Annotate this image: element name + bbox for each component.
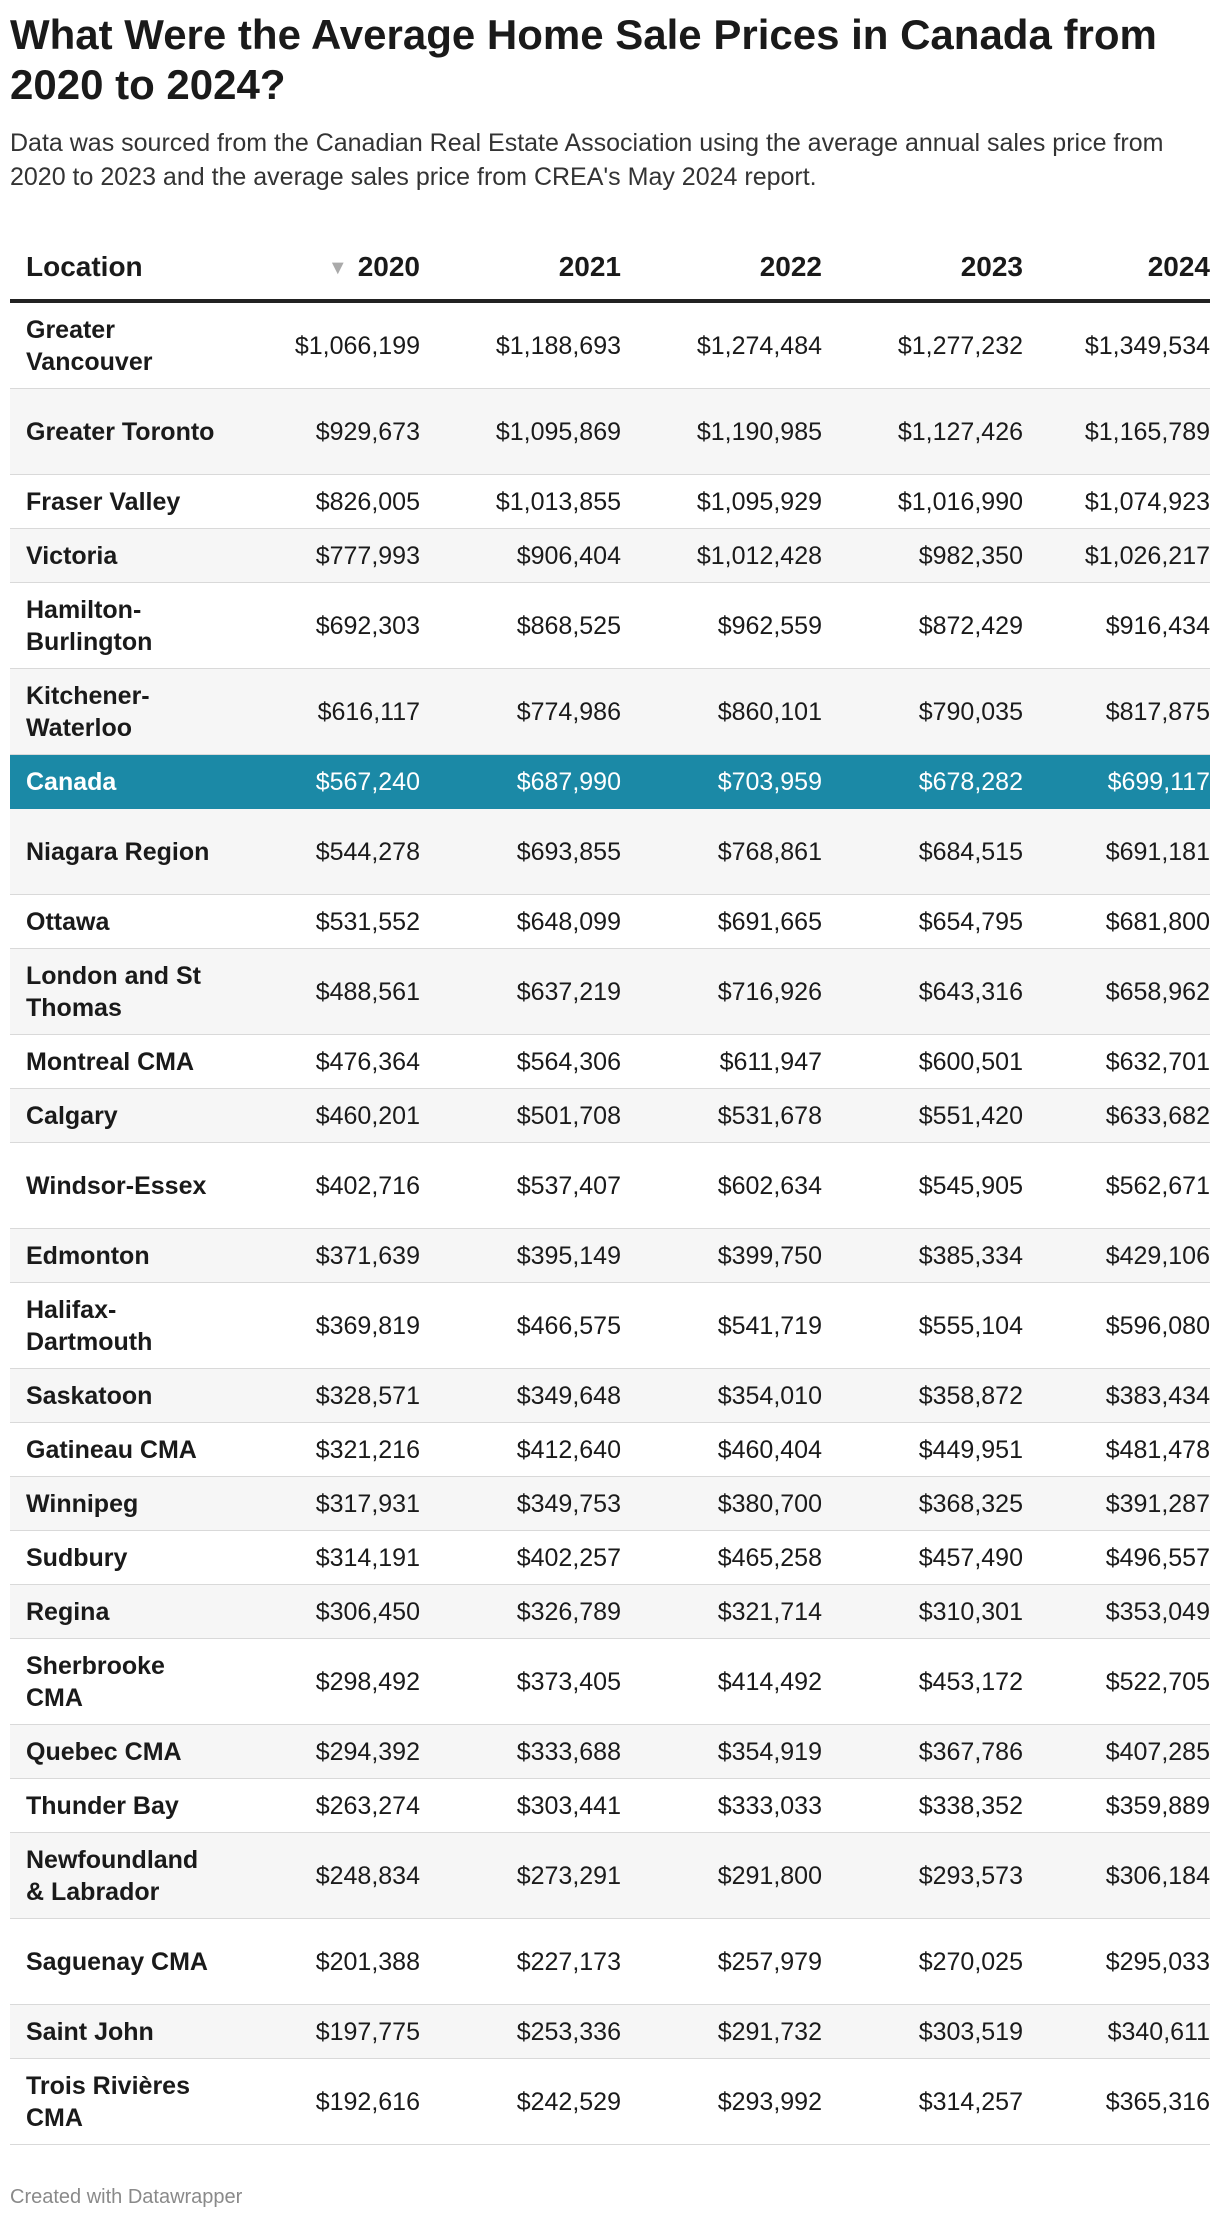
table-row [10, 1423, 1210, 1477]
value-cell-2021: $466,575 [426, 1283, 627, 1369]
table-row [10, 1531, 1210, 1585]
value-cell-2021: $333,688 [426, 1725, 627, 1779]
value-cell-2022: $860,101 [627, 669, 828, 755]
value-cell-2020: $321,216 [225, 1423, 426, 1477]
table-row [10, 1035, 1210, 1089]
value-cell-2024: $365,316 [1029, 2059, 1210, 2145]
value-cell-2024: $481,478 [1029, 1423, 1210, 1477]
table-row [10, 949, 1210, 1035]
value-cell-2021: $395,149 [426, 1229, 627, 1283]
location-cell: Winnipeg [10, 1477, 225, 1531]
value-cell-2021: $1,013,855 [426, 475, 627, 529]
value-cell-2024: $1,349,534 [1029, 301, 1210, 389]
value-cell-2021: $326,789 [426, 1585, 627, 1639]
value-cell-2022: $531,678 [627, 1089, 828, 1143]
table-row [10, 1833, 1210, 1919]
value-cell-2021: $906,404 [426, 529, 627, 583]
table-row [10, 583, 1210, 669]
value-cell-2021: $349,648 [426, 1369, 627, 1423]
value-cell-2022: $354,010 [627, 1369, 828, 1423]
value-cell-2023: $453,172 [828, 1639, 1029, 1725]
location-cell: Niagara Region [10, 809, 225, 895]
location-cell: Regina [10, 1585, 225, 1639]
location-cell: Thunder Bay [10, 1779, 225, 1833]
value-cell-2024: $295,033 [1029, 1919, 1210, 2005]
table-row [10, 1779, 1210, 1833]
table-row [10, 2005, 1210, 2059]
value-cell-2021: $648,099 [426, 895, 627, 949]
value-cell-2022: $611,947 [627, 1035, 828, 1089]
value-cell-2020: $306,450 [225, 1585, 426, 1639]
value-cell-2020: $476,364 [225, 1035, 426, 1089]
value-cell-2022: $1,190,985 [627, 389, 828, 475]
column-header-location[interactable]: Location [10, 234, 225, 301]
location-cell: Calgary [10, 1089, 225, 1143]
sort-descending-icon: ▼ [327, 256, 348, 279]
location-cell: Canada [10, 755, 225, 809]
value-cell-2022: $465,258 [627, 1531, 828, 1585]
value-cell-2021: $227,173 [426, 1919, 627, 2005]
value-cell-2023: $385,334 [828, 1229, 1029, 1283]
value-cell-2021: $564,306 [426, 1035, 627, 1089]
location-cell: Newfoundland & Labrador [10, 1833, 225, 1919]
value-cell-2020: $201,388 [225, 1919, 426, 2005]
table-row [10, 1143, 1210, 1229]
data-table [10, 234, 1210, 2145]
location-cell: Edmonton [10, 1229, 225, 1283]
table-row [10, 529, 1210, 583]
value-cell-2023: $790,035 [828, 669, 1029, 755]
value-cell-2021: $687,990 [426, 755, 627, 809]
location-cell: Gatineau CMA [10, 1423, 225, 1477]
value-cell-2022: $768,861 [627, 809, 828, 895]
value-cell-2024: $407,285 [1029, 1725, 1210, 1779]
value-cell-2024: $691,181 [1029, 809, 1210, 895]
table-body [10, 301, 1210, 2145]
value-cell-2020: $616,117 [225, 669, 426, 755]
value-cell-2022: $460,404 [627, 1423, 828, 1477]
value-cell-2023: $1,277,232 [828, 301, 1029, 389]
location-cell: Quebec CMA [10, 1725, 225, 1779]
value-cell-2024: $1,165,789 [1029, 389, 1210, 475]
value-cell-2022: $321,714 [627, 1585, 828, 1639]
table-row [10, 755, 1210, 809]
value-cell-2023: $872,429 [828, 583, 1029, 669]
column-header-2022[interactable]: 2022 [627, 234, 828, 301]
value-cell-2020: $460,201 [225, 1089, 426, 1143]
location-cell: Ottawa [10, 895, 225, 949]
table-header-row [10, 234, 1210, 301]
value-cell-2024: $817,875 [1029, 669, 1210, 755]
value-cell-2021: $537,407 [426, 1143, 627, 1229]
value-cell-2023: $551,420 [828, 1089, 1029, 1143]
value-cell-2020: $488,561 [225, 949, 426, 1035]
chart-container [10, 0, 1210, 2145]
location-cell: Fraser Valley [10, 475, 225, 529]
table-row [10, 1919, 1210, 2005]
value-cell-2020: $197,775 [225, 2005, 426, 2059]
value-cell-2023: $678,282 [828, 755, 1029, 809]
location-cell: London and St Thomas [10, 949, 225, 1035]
value-cell-2024: $383,434 [1029, 1369, 1210, 1423]
value-cell-2021: $501,708 [426, 1089, 627, 1143]
value-cell-2021: $373,405 [426, 1639, 627, 1725]
value-cell-2021: $349,753 [426, 1477, 627, 1531]
value-cell-2023: $338,352 [828, 1779, 1029, 1833]
value-cell-2023: $310,301 [828, 1585, 1029, 1639]
value-cell-2022: $291,800 [627, 1833, 828, 1919]
table-row [10, 1283, 1210, 1369]
value-cell-2024: $496,557 [1029, 1531, 1210, 1585]
value-cell-2020: $317,931 [225, 1477, 426, 1531]
location-cell: Victoria [10, 529, 225, 583]
value-cell-2020: $328,571 [225, 1369, 426, 1423]
table-row [10, 1229, 1210, 1283]
column-header-2021[interactable]: 2021 [426, 234, 627, 301]
value-cell-2021: $253,336 [426, 2005, 627, 2059]
value-cell-2021: $868,525 [426, 583, 627, 669]
value-cell-2024: $632,701 [1029, 1035, 1210, 1089]
value-cell-2023: $684,515 [828, 809, 1029, 895]
value-cell-2021: $1,188,693 [426, 301, 627, 389]
value-cell-2020: $777,993 [225, 529, 426, 583]
value-cell-2023: $982,350 [828, 529, 1029, 583]
value-cell-2023: $303,519 [828, 2005, 1029, 2059]
value-cell-2022: $293,992 [627, 2059, 828, 2145]
value-cell-2020: $531,552 [225, 895, 426, 949]
value-cell-2020: $371,639 [225, 1229, 426, 1283]
value-cell-2022: $399,750 [627, 1229, 828, 1283]
value-cell-2024: $522,705 [1029, 1639, 1210, 1725]
value-cell-2020: $929,673 [225, 389, 426, 475]
datawrapper-credit: Created with Datawrapper [10, 2186, 243, 2208]
location-cell: Greater Vancouver [10, 301, 225, 389]
value-cell-2023: $449,951 [828, 1423, 1029, 1477]
column-header-2020[interactable]: ▼ 2020 [225, 234, 426, 301]
value-cell-2024: $306,184 [1029, 1833, 1210, 1919]
table-row [10, 809, 1210, 895]
value-cell-2022: $333,033 [627, 1779, 828, 1833]
value-cell-2022: $380,700 [627, 1477, 828, 1531]
value-cell-2020: $314,191 [225, 1531, 426, 1585]
value-cell-2023: $1,127,426 [828, 389, 1029, 475]
value-cell-2023: $358,872 [828, 1369, 1029, 1423]
location-cell: Kitchener-Waterloo [10, 669, 225, 755]
value-cell-2024: $562,671 [1029, 1143, 1210, 1229]
table-row [10, 475, 1210, 529]
value-cell-2023: $368,325 [828, 1477, 1029, 1531]
value-cell-2020: $1,066,199 [225, 301, 426, 389]
value-cell-2023: $555,104 [828, 1283, 1029, 1369]
location-cell: Saguenay CMA [10, 1919, 225, 2005]
value-cell-2024: $1,074,923 [1029, 475, 1210, 529]
table-row [10, 389, 1210, 475]
value-cell-2023: $457,490 [828, 1531, 1029, 1585]
table-row [10, 895, 1210, 949]
location-cell: Montreal CMA [10, 1035, 225, 1089]
value-cell-2020: $826,005 [225, 475, 426, 529]
value-cell-2022: $414,492 [627, 1639, 828, 1725]
table-row [10, 1369, 1210, 1423]
value-cell-2020: $248,834 [225, 1833, 426, 1919]
value-cell-2020: $192,616 [225, 2059, 426, 2145]
value-cell-2022: $257,979 [627, 1919, 828, 2005]
value-cell-2023: $545,905 [828, 1143, 1029, 1229]
location-cell: Sherbrooke CMA [10, 1639, 225, 1725]
table-row [10, 1477, 1210, 1531]
table-row [10, 1089, 1210, 1143]
chart-title: What Were the Average Home Sale Prices in Canada from 2020 to 2024? [10, 11, 1157, 108]
value-cell-2024: $681,800 [1029, 895, 1210, 949]
value-cell-2023: $600,501 [828, 1035, 1029, 1089]
value-cell-2022: $1,012,428 [627, 529, 828, 583]
value-cell-2021: $1,095,869 [426, 389, 627, 475]
value-cell-2021: $412,640 [426, 1423, 627, 1477]
location-cell: Saint John [10, 2005, 225, 2059]
value-cell-2021: $693,855 [426, 809, 627, 895]
value-cell-2023: $293,573 [828, 1833, 1029, 1919]
value-cell-2024: $391,287 [1029, 1477, 1210, 1531]
value-cell-2020: $369,819 [225, 1283, 426, 1369]
value-cell-2023: $314,257 [828, 2059, 1029, 2145]
value-cell-2022: $541,719 [627, 1283, 828, 1369]
value-cell-2022: $703,959 [627, 755, 828, 809]
column-header-2023[interactable]: 2023 [828, 234, 1029, 301]
value-cell-2020: $544,278 [225, 809, 426, 895]
value-cell-2022: $602,634 [627, 1143, 828, 1229]
value-cell-2020: $294,392 [225, 1725, 426, 1779]
value-cell-2022: $962,559 [627, 583, 828, 669]
value-cell-2024: $596,080 [1029, 1283, 1210, 1369]
value-cell-2023: $654,795 [828, 895, 1029, 949]
location-cell: Halifax-Dartmouth [10, 1283, 225, 1369]
value-cell-2024: $916,434 [1029, 583, 1210, 669]
value-cell-2022: $354,919 [627, 1725, 828, 1779]
table-row [10, 301, 1210, 389]
value-cell-2024: $633,682 [1029, 1089, 1210, 1143]
location-cell: Sudbury [10, 1531, 225, 1585]
value-cell-2020: $298,492 [225, 1639, 426, 1725]
chart-description: Data was sourced from the Canadian Real Estate Association using the average annual sales price from 2020 to 2023 and the average sales price from CREA's May 2024 report. [10, 129, 1164, 191]
table-row [10, 1725, 1210, 1779]
value-cell-2023: $367,786 [828, 1725, 1029, 1779]
value-cell-2022: $1,274,484 [627, 301, 828, 389]
table-row [10, 2059, 1210, 2145]
location-cell: Windsor-Essex [10, 1143, 225, 1229]
table-row [10, 1585, 1210, 1639]
value-cell-2024: $429,106 [1029, 1229, 1210, 1283]
location-cell: Saskatoon [10, 1369, 225, 1423]
value-cell-2022: $291,732 [627, 2005, 828, 2059]
value-cell-2022: $691,665 [627, 895, 828, 949]
value-cell-2023: $270,025 [828, 1919, 1029, 2005]
location-cell: Hamilton-Burlington [10, 583, 225, 669]
value-cell-2023: $643,316 [828, 949, 1029, 1035]
value-cell-2020: $263,274 [225, 1779, 426, 1833]
value-cell-2021: $774,986 [426, 669, 627, 755]
value-cell-2021: $273,291 [426, 1833, 627, 1919]
value-cell-2021: $303,441 [426, 1779, 627, 1833]
value-cell-2023: $1,016,990 [828, 475, 1029, 529]
value-cell-2021: $242,529 [426, 2059, 627, 2145]
value-cell-2022: $1,095,929 [627, 475, 828, 529]
column-header-2024[interactable]: 2024 [1029, 234, 1210, 301]
value-cell-2024: $340,611 [1029, 2005, 1210, 2059]
value-cell-2022: $716,926 [627, 949, 828, 1035]
location-cell: Trois Rivières CMA [10, 2059, 225, 2145]
value-cell-2024: $353,049 [1029, 1585, 1210, 1639]
value-cell-2024: $1,026,217 [1029, 529, 1210, 583]
value-cell-2020: $692,303 [225, 583, 426, 669]
table-row [10, 669, 1210, 755]
value-cell-2024: $658,962 [1029, 949, 1210, 1035]
value-cell-2021: $637,219 [426, 949, 627, 1035]
value-cell-2020: $567,240 [225, 755, 426, 809]
value-cell-2021: $402,257 [426, 1531, 627, 1585]
value-cell-2024: $699,117 [1029, 755, 1210, 809]
table-row [10, 1639, 1210, 1725]
value-cell-2024: $359,889 [1029, 1779, 1210, 1833]
location-cell: Greater Toronto [10, 389, 225, 475]
value-cell-2020: $402,716 [225, 1143, 426, 1229]
